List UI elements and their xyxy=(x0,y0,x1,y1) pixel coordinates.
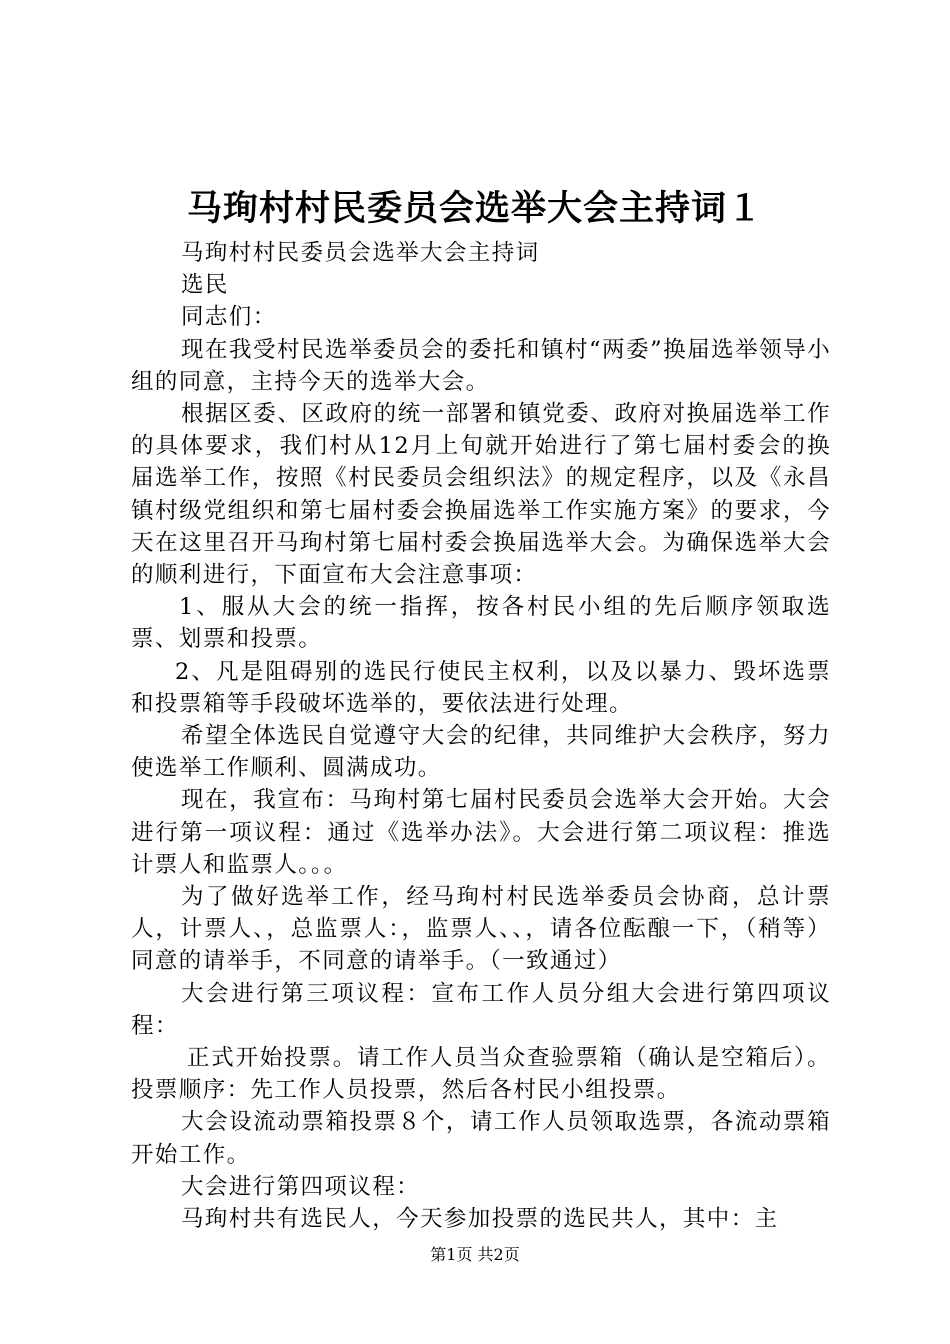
document-title: 马珣村村民委员会选举大会主持词１ xyxy=(186,188,763,229)
paragraph-salutation-voters: 选民 xyxy=(181,272,229,299)
paragraph-background: 根据区委、区政府的统一部署和镇党委、政府对换届选举工作的具体要求，我们村从12月上旬就开始进行了第七届村委会的换届选举工作，按照《村民委员会组织法》的规定程序，以及《永昌镇村级党组织和第七届村委会换届选举工作实施方案》的要求，今天在这里召开马珣村第七届村委会换届选举大会。为确保选举大会的顺利进行，下面宣布大会注意事项： xyxy=(131,401,831,589)
document-body xyxy=(131,237,831,1235)
paragraph-announcement: 现在，我宣布：马珣村第七届村民委员会选举大会开始。大会进行第一项议程：通过《选举办法》。大会进行第二项议程：推选计票人和监票人。。。 xyxy=(131,787,831,878)
paragraph-subtitle: 马珣村村民委员会选举大会主持词 xyxy=(181,240,540,266)
paragraph-mobile-boxes: 大会设流动票箱投票８个，请工作人员领取选票，各流动票箱开始工作。 xyxy=(131,1109,831,1168)
paragraph-salutation-comrades: 同志们： xyxy=(181,304,277,331)
paragraph-rule-1: 1、服从大会的统一指挥，按各村民小组的先后顺序领取选票、划票和投票。 xyxy=(131,594,831,653)
paragraph-voter-count: 马珣村共有选民人，今天参加投票的选民共人，其中：主 xyxy=(181,1206,779,1233)
paragraph-rule-2: 2、凡是阻碍别的选民行使民主权利，以及以暴力、毁坏选票和投票箱等手段破坏选举的，要依法进行处理。 xyxy=(131,658,831,717)
paragraph-tellers: 为了做好选举工作，经马珣村村民选举委员会协商，总计票人，计票人、，总监票人：，监票人、、，请各位酝酿一下，（稍等）同意的请举手，不同意的请举手。（一致通过） xyxy=(131,884,831,975)
page-number: 第1页 共2页 xyxy=(430,1245,520,1264)
paragraph-hope: 希望全体选民自觉遵守大会的纪律，共同维护大会秩序，努力使选举工作顺利、圆满成功。 xyxy=(131,723,831,782)
paragraph-voting-start: 正式开始投票。请工作人员当众查验票箱（确认是空箱后）。投票顺序：先工作人员投票，然后各村民小组投票。 xyxy=(131,1045,831,1104)
paragraph-opening: 现在我受村民选举委员会的委托和镇村“两委”换届选举领导小组的同意，主持今天的选举大会。 xyxy=(131,336,831,395)
paragraph-agenda-four: 大会进行第四项议程： xyxy=(181,1173,421,1200)
paragraph-agenda-three: 大会进行第三项议程：宣布工作人员分组大会进行第四项议程： xyxy=(131,980,831,1039)
